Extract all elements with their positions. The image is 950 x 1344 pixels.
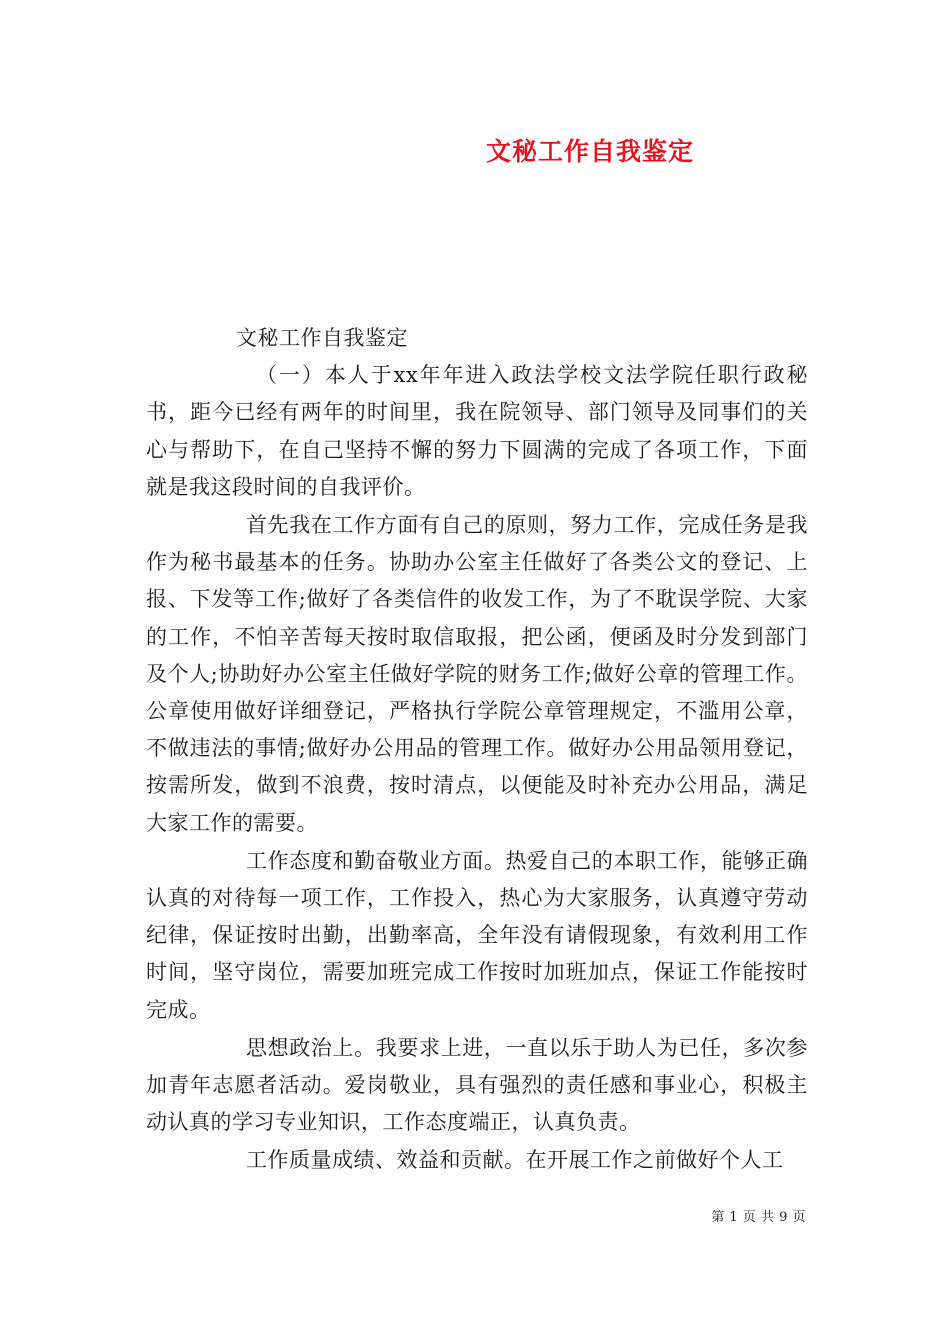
section-subtitle: 文秘工作自我鉴定 — [236, 326, 408, 350]
paragraph-5: 工作质量成绩、效益和贡献。在开展工作之前做好个人工 — [246, 1148, 784, 1173]
document-body — [146, 320, 808, 1180]
document-title: 文秘工作自我鉴定 — [485, 137, 694, 166]
paragraph-1: （一）本人于xx年年进入政法学校文法学院任职行政秘书，距今已经有两年的时间里，我在院领导、部门领导及同事们的关心与帮助下，在自己坚持不懈的努力下圆满的完成了各项工作，下面就是我这段时间的自我评价。 — [146, 363, 808, 499]
paragraph-4: 思想政治上。我要求上进，一直以乐于助人为已任，多次参加青年志愿者活动。爱岗敬业，具有强烈的责任感和事业心，积极主动认真的学习专业知识，工作态度端正，认真负责。 — [146, 1035, 808, 1135]
paragraph-3: 工作态度和勤奋敬业方面。热爱自己的本职工作，能够正确认真的对待每一项工作，工作投入，热心为大家服务，认真遵守劳动纪律，保证按时出勤，出勤率高，全年没有请假现象，有效利用工作时间，坚守岗位，需要加班完成工作按时加班加点，保证工作能按时完成。 — [146, 848, 808, 1022]
page-number: 第 1 页 共 9 页 — [711, 1210, 806, 1225]
paragraph-2: 首先我在工作方面有自己的原则，努力工作，完成任务是我作为秘书最基本的任务。协助办公室主任做好了各类公文的登记、上报、下发等工作;做好了各类信件的收发工作，为了不耽误学院、大家的工作，不怕辛苦每天按时取信取报，把公函，便函及时分发到部门及个人;协助好办公室主任做好学院的财务工作;做好公章的管理工作。公章使用做好详细登记，严格执行学院公章管理规定，不滥用公章，不做违法的事情;做好办公用品的管理工作。做好办公用品领用登记，按需所发，做到不浪费，按时清点，以便能及时补充办公用品，满足大家工作的需要。 — [146, 513, 808, 835]
